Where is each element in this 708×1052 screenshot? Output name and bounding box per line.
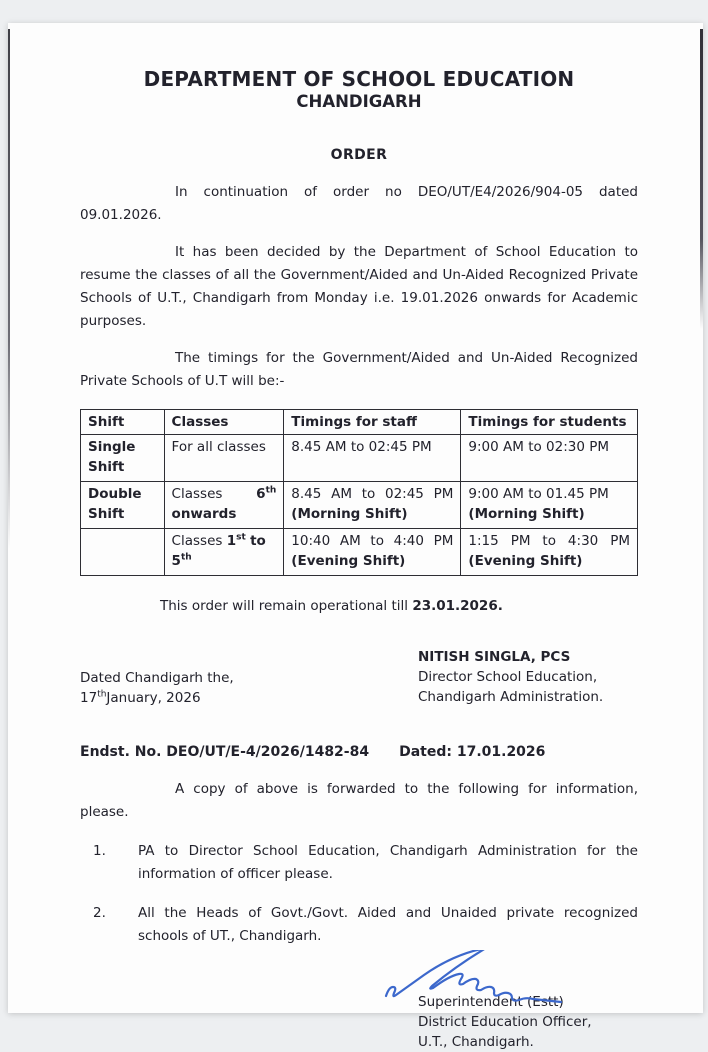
signoff-block xyxy=(418,647,638,708)
cell-staff-timing: 8.45 AM to 02:45 PM (Morning Shift) xyxy=(284,482,461,529)
operational-line: This order will remain operational till 23.01.2026. xyxy=(160,598,503,614)
endst-number: Endst. No. DEO/UT/E-4/2026/1482-84 xyxy=(80,744,370,760)
sign-row xyxy=(80,647,638,708)
footer-sign-title: Superintendent (Estt) xyxy=(418,994,564,1010)
table-row-double-shift-morning xyxy=(81,482,638,529)
cell-classes: Classes 6th onwards xyxy=(164,482,284,529)
signoff-name: NITISH SINGLA, PCS xyxy=(418,649,571,665)
list-item-text: All the Heads of Govt./Govt. Aided and Unaided private recognized schools of UT., Chandigarh. xyxy=(138,905,638,944)
cell-classes: Classes 1st to 5th xyxy=(164,529,284,576)
signoff-role-1: Director School Education, xyxy=(418,669,598,685)
page-subtitle: CHANDIGARH xyxy=(296,92,422,111)
cell-shift-empty xyxy=(81,529,165,576)
col-header-staff-timings: Timings for staff xyxy=(284,410,461,435)
cell-staff-timing: 10:40 AM to 4:40 PM (Evening Shift) xyxy=(284,529,461,576)
cell-student-timing: 9:00 AM to 01.45 PM (Morning Shift) xyxy=(461,482,638,529)
list-item-2 xyxy=(80,902,638,948)
timings-table xyxy=(80,409,638,576)
dateline-date: 17thJanuary, 2026 xyxy=(80,689,201,706)
endst-date: Dated: 17.01.2026 xyxy=(399,744,546,760)
dateline-place: Dated Chandigarh the, xyxy=(80,670,234,686)
list-item-1 xyxy=(80,840,638,886)
signoff-role-2: Chandigarh Administration. xyxy=(418,689,604,705)
paragraph-decision: It has been decided by the Department of School Education to resume the classes of all the Government/Aided and Un-Aided Recognized Private Schools of U.T., Chandigarh from Monday i.e. 19.01.2026 onwards for Academic purposes. xyxy=(80,244,638,329)
table-header-row xyxy=(81,410,638,435)
paragraph-timings-intro: The timings for the Government/Aided and Un-Aided Recognized Private Schools of U.T will be:- xyxy=(80,350,638,389)
table-row-double-shift-evening xyxy=(81,529,638,576)
cell-student-timing: 1:15 PM to 4:30 PM (Evening Shift) xyxy=(461,529,638,576)
cell-shift: Double Shift xyxy=(81,482,165,529)
col-header-student-timings: Timings for students xyxy=(461,410,638,435)
cell-staff-timing: 8.45 AM to 02:45 PM xyxy=(284,435,461,482)
cell-shift: Single Shift xyxy=(81,435,165,482)
cell-classes: For all classes xyxy=(164,435,284,482)
footer-sign-place: U.T., Chandigarh. xyxy=(418,1034,534,1050)
list-item-number: 2. xyxy=(93,905,106,921)
list-item-number: 1. xyxy=(93,843,106,859)
col-header-shift: Shift xyxy=(81,410,165,435)
page-title: DEPARTMENT OF SCHOOL EDUCATION xyxy=(143,67,575,91)
paragraph-forward: A copy of above is forwarded to the following for information, please. xyxy=(80,781,638,820)
col-header-classes: Classes xyxy=(164,410,284,435)
document-page xyxy=(8,23,703,1050)
footer-sign-office: District Education Officer, xyxy=(418,1014,592,1030)
list-item-text: PA to Director School Education, Chandigarh Administration for the information of officer please. xyxy=(138,843,638,882)
table-row-single-shift xyxy=(81,435,638,482)
document-content xyxy=(8,23,703,1052)
dateline xyxy=(80,668,234,708)
order-heading: ORDER xyxy=(330,147,388,163)
endst-line xyxy=(80,741,638,764)
cell-student-timing: 9:00 AM to 02:30 PM xyxy=(461,435,638,482)
footer-sign-block xyxy=(418,992,638,1052)
paragraph-continuation: In continuation of order no DEO/UT/E4/2026/904-05 dated 09.01.2026. xyxy=(80,184,638,223)
